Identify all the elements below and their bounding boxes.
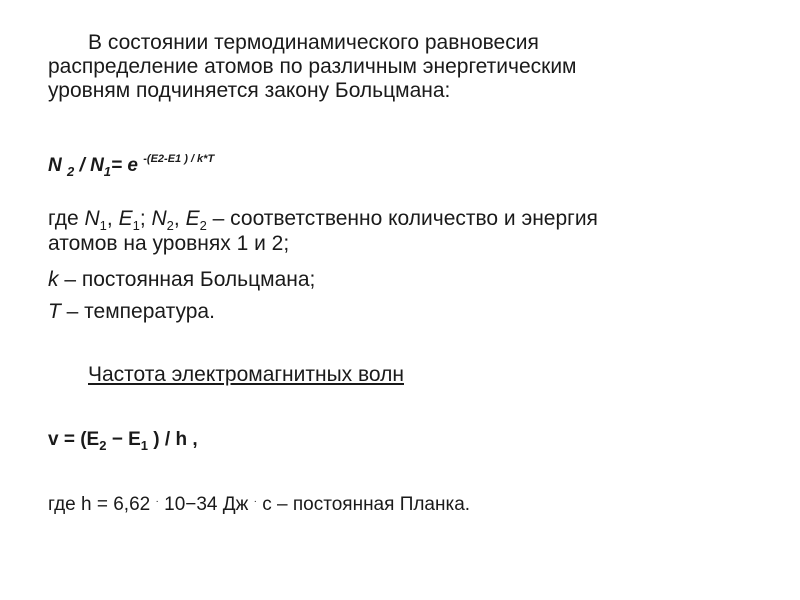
formula-eq: = e — [111, 155, 144, 176]
where-sep3: , — [173, 207, 186, 230]
paragraph-line-2: распределение атомов по различным энергетическим — [48, 55, 577, 78]
frequency-formula — [48, 428, 198, 458]
where-n: N — [84, 207, 100, 230]
where-sep2: ; — [139, 207, 152, 230]
planck-a: где h = 6,62 — [48, 494, 156, 515]
where-e2-sub: 2 — [199, 218, 207, 233]
k-definition — [48, 268, 315, 292]
planck-c: с – постоянная Планка. — [256, 494, 471, 515]
formula-slash: / N — [74, 155, 104, 176]
freq-e1-sub: 1 — [140, 438, 149, 453]
planck-dot2: · — [253, 496, 257, 507]
where-n2-sub: 2 — [166, 218, 174, 233]
paragraph-line-3: уровням подчиняется закону Больцмана: — [48, 79, 451, 102]
planck-dot1: · — [155, 496, 159, 507]
where-rest: – соответственно количество и энергия — [206, 207, 598, 230]
freq-start: v = (E — [48, 429, 100, 450]
where-e1-sub: 1 — [132, 218, 140, 233]
formula-exponent: -(E2-E1 ) / k*T — [143, 153, 215, 165]
where-n1-sub: 1 — [99, 218, 107, 233]
where-prefix: где — [48, 207, 85, 230]
where-n2: N — [151, 207, 167, 230]
freq-e2-sub: 2 — [99, 438, 107, 453]
frequency-heading: Частота электромагнитных волн — [88, 363, 404, 386]
freq-end: ) / h , — [148, 429, 198, 450]
t-symbol: T — [48, 300, 61, 323]
freq-mid: − E — [106, 429, 141, 450]
k-text: – постоянная Больцмана; — [58, 268, 316, 291]
boltzmann-formula — [48, 147, 214, 184]
planck-b: 10−34 Дж — [158, 494, 254, 515]
t-text: – температура. — [60, 300, 215, 323]
where-line-2: атомов на уровнях 1 и 2; — [48, 232, 290, 255]
t-definition — [48, 300, 215, 324]
where-e2: E — [185, 207, 200, 230]
formula-n1-sub: 1 — [103, 164, 112, 179]
k-symbol: k — [48, 268, 59, 291]
formula-n2-sub: 2 — [67, 164, 75, 179]
where-sep1: , — [106, 207, 119, 230]
formula-n2: N — [48, 155, 67, 176]
paragraph-line-1: В состоянии термодинамического равновесия — [88, 31, 539, 54]
where-e: E — [118, 207, 133, 230]
planck-line — [48, 490, 470, 517]
